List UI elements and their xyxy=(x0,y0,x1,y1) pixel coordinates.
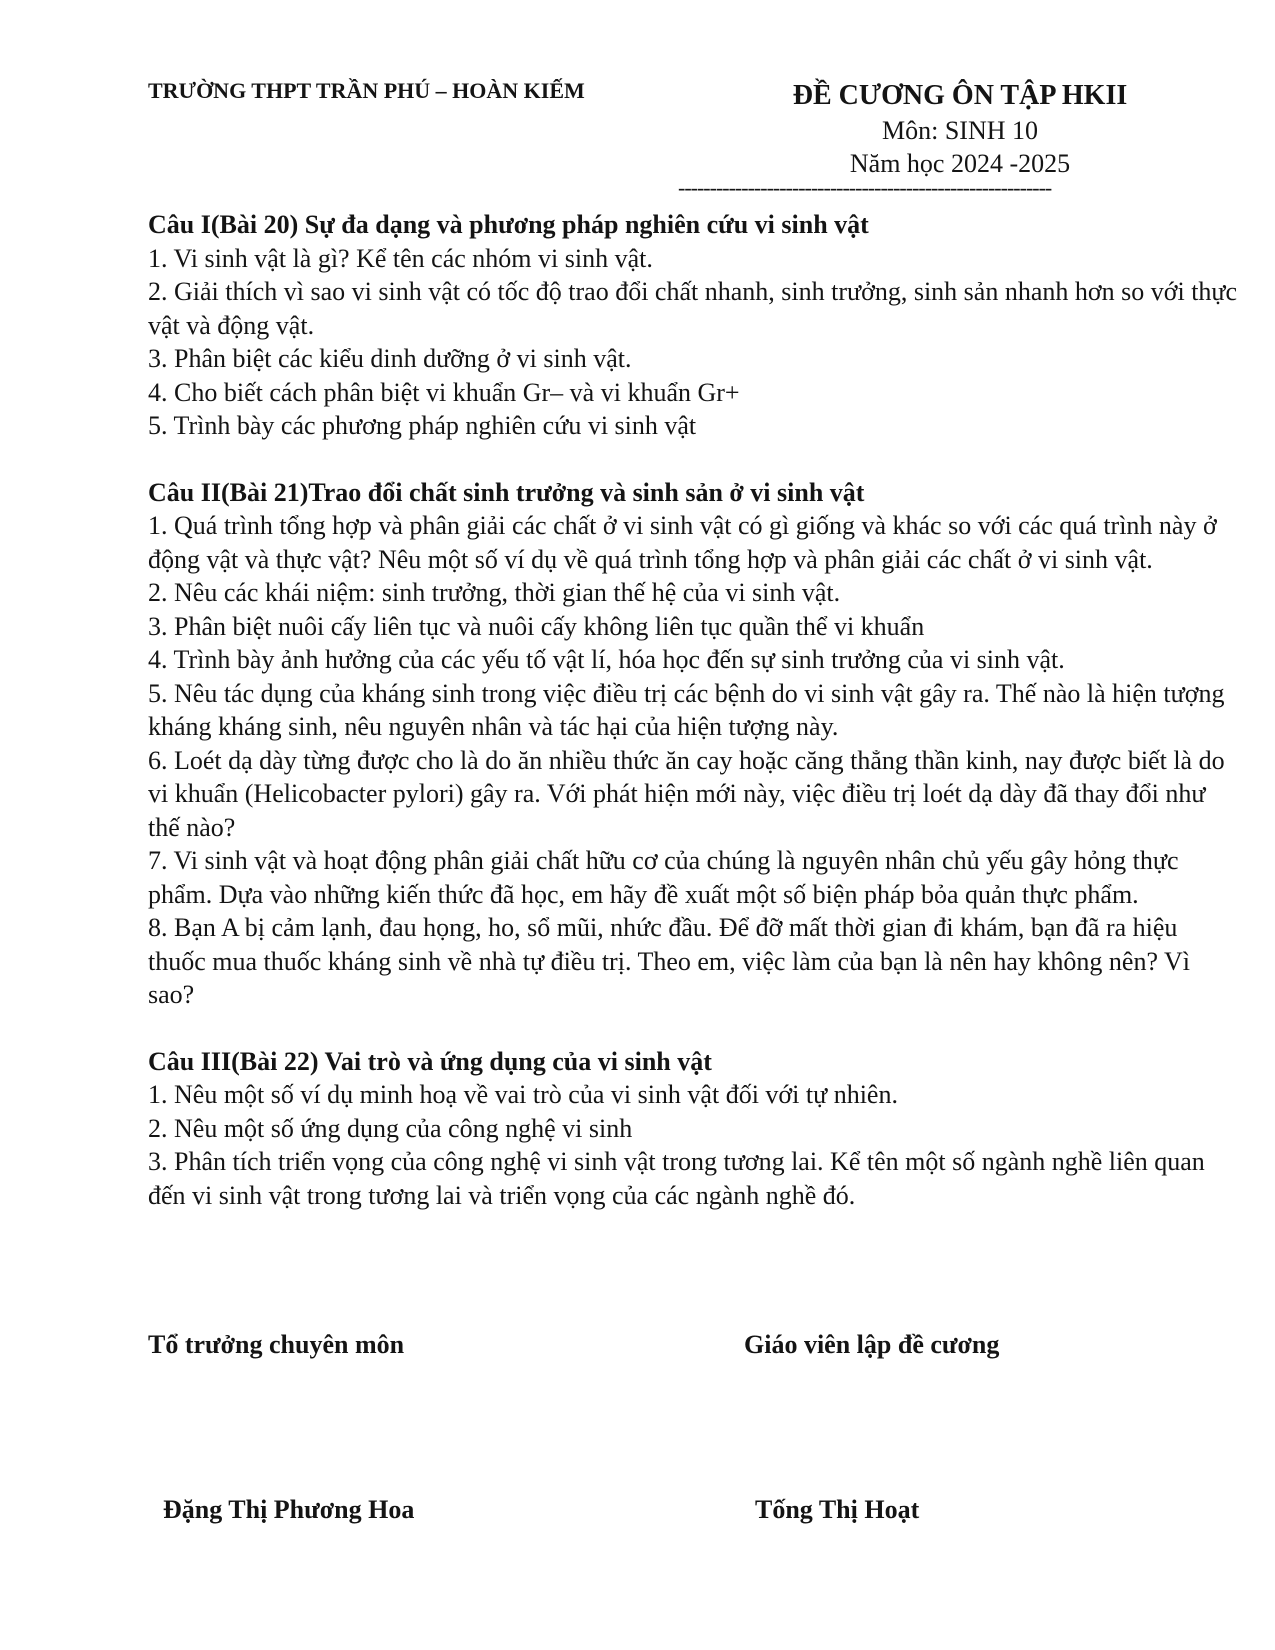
signature-name-department-head: Đặng Thị Phương Hoa xyxy=(163,1495,415,1524)
list-item: 3. Phân biệt các kiểu dinh dưỡng ở vi sinh vật. xyxy=(148,344,632,373)
list-item: 6. Loét dạ dày từng được cho là do ăn nhiều thức ăn cay hoặc căng thẳng thần kinh, nay được biết là do vi khuẩn (Helicobacter pylori) gây ra. Với phát hiện mới này, việc điều trị loét dạ dày đã thay đổi như thế nào? xyxy=(148,745,1225,842)
subject-line: Môn: SINH 10 xyxy=(881,116,1038,145)
list-item: 2. Nêu một số ứng dụng của công nghệ vi sinh xyxy=(148,1113,633,1143)
list-item: 8. Bạn A bị cảm lạnh, đau họng, ho, sổ mũi, nhức đầu. Để đỡ mất thời gian đi khám, bạn đã ra hiệu thuốc mua thuốc kháng sinh về nhà tự điều trị. Theo em, việc làm của bạn là nên hay không nên? Vì sao? xyxy=(148,913,1191,1009)
list-item: 2. Nêu các khái niệm: sinh trưởng, thời gian thế hệ của vi sinh vật. xyxy=(148,578,841,607)
signature-title-teacher: Giáo viên lập đề cương xyxy=(744,1330,1000,1359)
header-separator: ----------------------------------------------------------- xyxy=(678,175,1052,200)
section-3 xyxy=(148,1045,1238,1213)
list-item: 5. Nêu tác dụng của kháng sinh trong việc điều trị các bệnh do vi sinh vật gây ra. Thế nào là hiện tượng kháng kháng sinh, nêu nguyên nhân và tác hại của hiện tượng này. xyxy=(148,678,1225,741)
document-header xyxy=(690,78,1230,180)
list-item: 1. Vi sinh vật là gì? Kể tên các nhóm vi sinh vật. xyxy=(148,243,653,273)
document-body xyxy=(148,208,1238,1245)
signature-title-department-head: Tổ trưởng chuyên môn xyxy=(148,1330,405,1359)
signature-name-teacher: Tống Thị Hoạt xyxy=(755,1495,920,1524)
list-item: 1. Nêu một số ví dụ minh hoạ về vai trò của vi sinh vật đối với tự nhiên. xyxy=(148,1080,898,1109)
list-item: 2. Giải thích vì sao vi sinh vật có tốc độ trao đổi chất nhanh, sinh trưởng, sinh sản nhanh hơn so với thực vật và động vật. xyxy=(148,277,1238,340)
section-1 xyxy=(148,208,1238,443)
document-title: ĐỀ CƯƠNG ÔN TẬP HKII xyxy=(792,80,1128,111)
section-title: Câu I(Bài 20) Sự đa dạng và phương pháp nghiên cứu vi sinh vật xyxy=(148,210,869,239)
list-item: 7. Vi sinh vật và hoạt động phân giải chất hữu cơ của chúng là nguyên nhân chủ yếu gây hỏng thực phẩm. Dựa vào những kiến thức đã học, em hãy đề xuất một số biện pháp bỏa quản thực phẩm. xyxy=(148,846,1179,909)
section-2 xyxy=(148,476,1238,1012)
school-name: TRƯỜNG THPT TRẦN PHÚ – HOÀN KIẾM xyxy=(148,78,585,103)
list-item: 3. Phân biệt nuôi cấy liên tục và nuôi cấy không liên tục quần thể vi khuẩn xyxy=(148,611,925,641)
list-item: 4. Trình bày ảnh hưởng của các yếu tố vật lí, hóa học đến sự sinh trưởng của vi sinh vật. xyxy=(148,645,1065,674)
list-item: 1. Quá trình tổng hợp và phân giải các chất ở vi sinh vật có gì giống và khác so với các quá trình này ở động vật và thực vật? Nêu một số ví dụ về quá trình tổng hợp và phân giải các chất ở vi sinh vật. xyxy=(148,511,1217,574)
school-year: Năm học 2024 -2025 xyxy=(849,149,1071,178)
section-title: Câu III(Bài 22) Vai trò và ứng dụng của vi sinh vật xyxy=(148,1046,712,1076)
section-title: Câu II(Bài 21)Trao đổi chất sinh trưởng và sinh sản ở vi sinh vật xyxy=(148,477,865,507)
list-item: 4. Cho biết cách phân biệt vi khuẩn Gr– và vi khuẩn Gr+ xyxy=(148,377,740,407)
list-item: 5. Trình bày các phương pháp nghiên cứu vi sinh vật xyxy=(148,411,697,440)
list-item: 3. Phân tích triển vọng của công nghệ vi sinh vật trong tương lai. Kể tên một số ngành nghề liên quan đến vi sinh vật trong tương lai và triển vọng của các ngành nghề đó. xyxy=(148,1147,1205,1210)
